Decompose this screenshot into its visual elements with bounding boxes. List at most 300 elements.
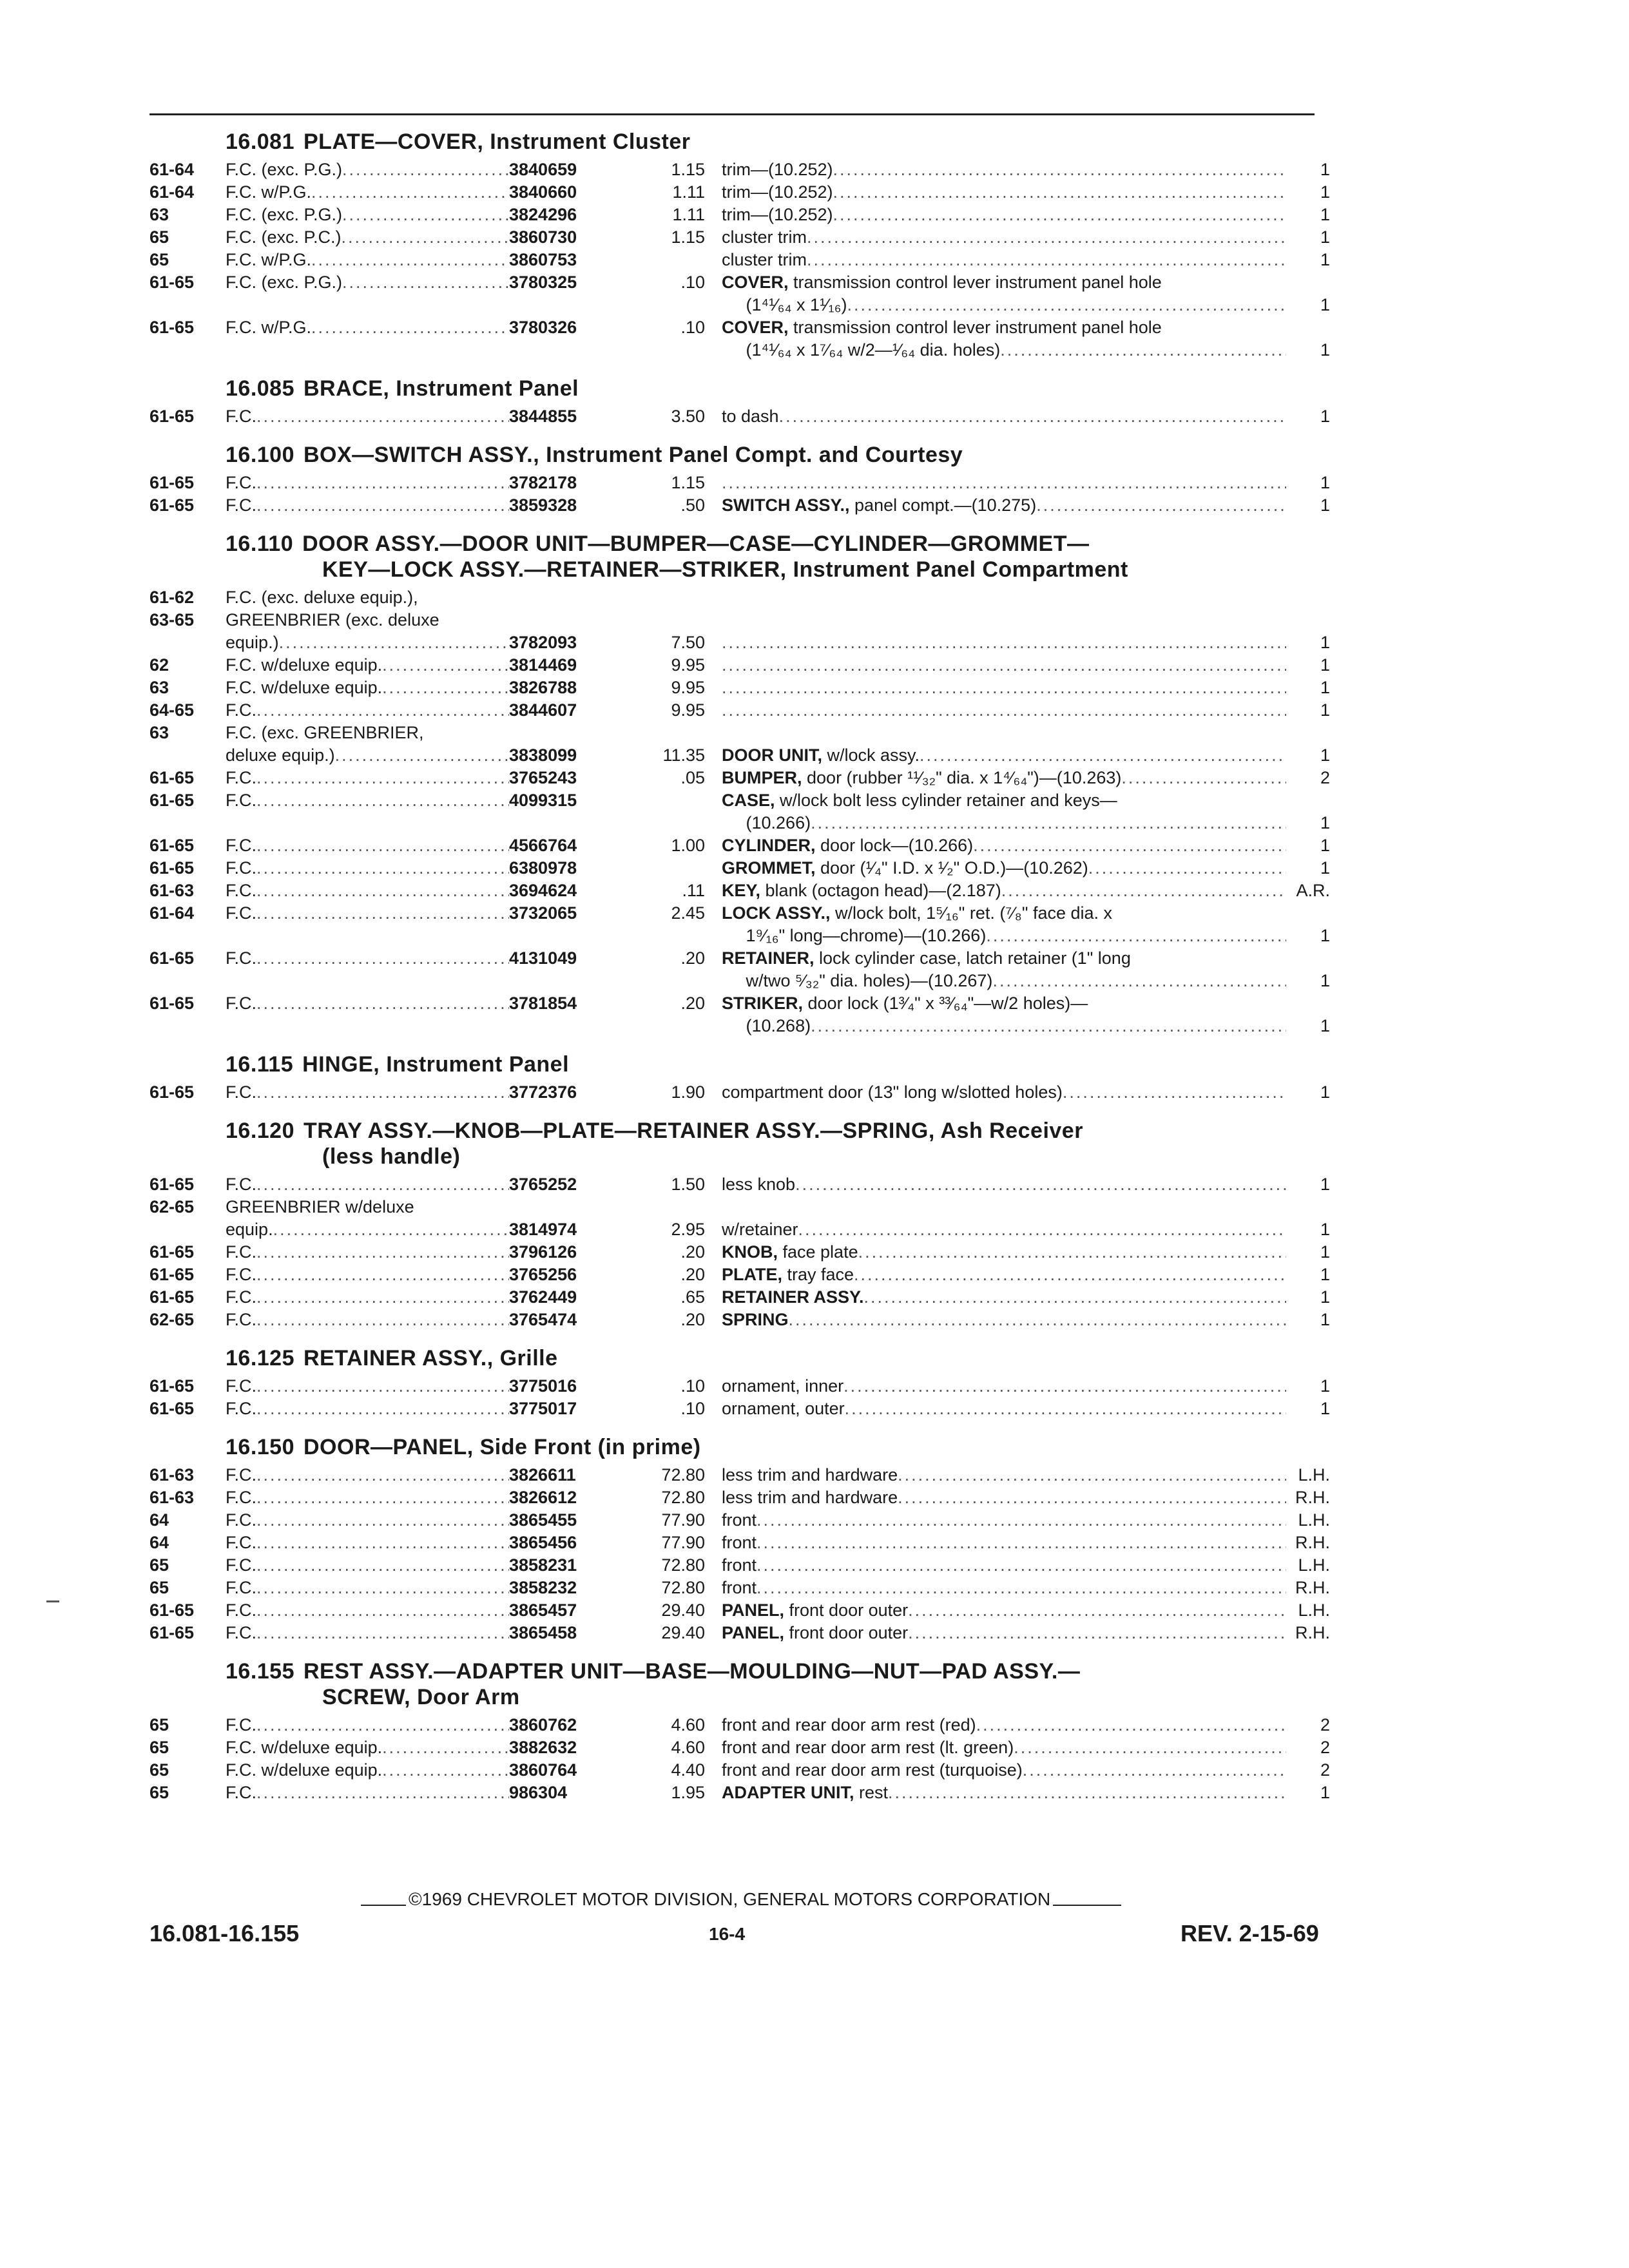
price: .20 <box>680 1242 705 1262</box>
remark <box>722 1532 1286 1554</box>
remark-text <box>722 1486 898 1509</box>
remark-part-name: BUMPER, <box>722 768 802 787</box>
leader-dots <box>311 316 509 339</box>
quantity: 1 <box>1320 250 1330 269</box>
model-description-text: F.C. <box>226 1715 257 1735</box>
part-row <box>149 834 1330 857</box>
model-description <box>226 902 509 925</box>
remark-detail: door lock (1³⁄₄" x ³³⁄₆₄"—w/2 holes)— <box>803 994 1088 1013</box>
part-row <box>149 1782 1330 1804</box>
remark-text <box>722 1509 757 1532</box>
leader-dots <box>908 1599 1286 1622</box>
leader-dots <box>789 1309 1286 1331</box>
remark-text <box>722 181 833 204</box>
price: 4.60 <box>671 1715 705 1735</box>
remark-part-name: CASE, <box>722 791 775 810</box>
remark-text <box>722 316 1162 339</box>
quantity: 1 <box>1320 473 1330 492</box>
model-year: 61-65 <box>149 1623 195 1642</box>
model-year: 61-63 <box>149 1465 195 1485</box>
section-16-155 <box>149 1658 1330 1804</box>
part-row <box>149 271 1330 294</box>
leader-dots <box>854 1264 1286 1286</box>
price: 11.35 <box>662 745 705 765</box>
model-description <box>226 767 509 789</box>
model-description-text: F.C. <box>226 473 257 492</box>
part-number: 3860730 <box>509 227 577 247</box>
price: 72.80 <box>661 1578 705 1597</box>
remark-detail: face plate <box>778 1242 858 1262</box>
part-number: 4099315 <box>509 791 577 810</box>
quantity: 1 <box>1320 295 1330 314</box>
remark <box>722 1309 1286 1331</box>
model-year: 65 <box>149 227 169 247</box>
model-year: 65 <box>149 1783 169 1802</box>
part-row <box>149 1015 1330 1037</box>
part-row <box>149 767 1330 789</box>
remark-detail: front <box>722 1555 757 1575</box>
leader-dots <box>342 204 509 226</box>
quantity: 1 <box>1320 971 1330 990</box>
leader-dots <box>757 1532 1286 1554</box>
model-year: 65 <box>149 250 169 269</box>
section-title-line2: (less handle) <box>322 1144 461 1169</box>
remark-detail: front and rear door arm rest (red) <box>722 1715 976 1735</box>
remark-detail: panel compt.—(10.275) <box>849 495 1037 515</box>
remark <box>722 494 1286 517</box>
part-row <box>149 879 1330 902</box>
leader-dots <box>256 1622 509 1644</box>
part-row <box>149 1241 1330 1264</box>
model-description-text: GREENBRIER w/deluxe <box>226 1197 414 1216</box>
remark <box>722 339 1286 361</box>
remark <box>722 472 1286 494</box>
leader-dots <box>973 834 1286 857</box>
model-year: 61-65 <box>149 407 195 426</box>
model-description <box>226 1759 509 1782</box>
leader-dots <box>256 1264 509 1286</box>
model-year: 61-64 <box>149 160 195 179</box>
remark-text <box>722 339 1000 361</box>
model-year: 65 <box>149 1760 169 1780</box>
remark-detail: door (rubber ¹¹⁄₃₂" dia. x 1⁴⁄₆₄")—(10.263) <box>802 768 1122 787</box>
model-year: 61-65 <box>149 994 195 1013</box>
part-row <box>149 405 1330 428</box>
model-description-text: F.C. <box>226 1242 257 1262</box>
remark <box>722 992 1286 1015</box>
price: 1.00 <box>671 836 705 855</box>
leader-dots <box>256 1309 509 1331</box>
price: .20 <box>680 1265 705 1284</box>
quantity: 2 <box>1320 768 1330 787</box>
quantity: 1 <box>1320 1016 1330 1035</box>
part-number: 3762449 <box>509 1287 577 1307</box>
remark-text <box>722 1714 976 1736</box>
part-number: 3780326 <box>509 318 577 337</box>
remark <box>722 294 1286 316</box>
section-range: 16.081-16.155 <box>149 1920 300 1946</box>
model-description-text: GREENBRIER (exc. deluxe <box>226 610 439 629</box>
section-number: 16.081 <box>226 130 294 154</box>
price: 1.95 <box>671 1783 705 1802</box>
price: .10 <box>680 273 705 292</box>
remark-text <box>722 992 1088 1015</box>
part-row <box>149 159 1330 181</box>
remark-part-name: RETAINER ASSY. <box>722 1287 864 1307</box>
model-description-text: F.C. w/deluxe equip. <box>226 678 383 697</box>
remark-part-name: SWITCH ASSY., <box>722 495 850 515</box>
section-number: 16.110 <box>226 532 294 556</box>
section-title <box>226 129 1330 155</box>
leader-dots <box>833 159 1286 181</box>
leader-dots <box>1014 1736 1286 1759</box>
part-number: 3865458 <box>509 1623 577 1642</box>
remark <box>722 1759 1286 1782</box>
section-title <box>226 376 1330 401</box>
quantity: 1 <box>1320 1287 1330 1307</box>
model-description <box>226 1509 509 1532</box>
price: 72.80 <box>661 1488 705 1507</box>
part-number: 4566764 <box>509 836 577 855</box>
quantity: R.H. <box>1295 1533 1330 1552</box>
model-description <box>226 1486 509 1509</box>
model-description-text: F.C. <box>226 700 257 720</box>
model-description <box>226 271 509 294</box>
part-number: 3865457 <box>509 1600 577 1620</box>
model-year: 65 <box>149 1555 169 1575</box>
model-description <box>226 1375 509 1398</box>
leader-dots <box>256 1714 509 1736</box>
quantity: 1 <box>1320 205 1330 224</box>
part-row <box>149 992 1330 1015</box>
part-row <box>149 812 1330 834</box>
leader-dots <box>256 1241 509 1264</box>
model-year: 61-63 <box>149 1488 195 1507</box>
leader-dots <box>256 1486 509 1509</box>
remark-part-name: DOOR UNIT, <box>722 745 823 765</box>
model-description-text: F.C. <box>226 1783 257 1802</box>
section-title-text: BOX—SWITCH ASSY., Instrument Panel Compt. and Courtesy <box>304 443 963 467</box>
part-row <box>149 1599 1330 1622</box>
price: 72.80 <box>661 1465 705 1485</box>
part-row <box>149 1577 1330 1599</box>
leader-dots <box>311 249 509 271</box>
model-description <box>226 1398 509 1420</box>
remark-detail: to dash <box>722 407 779 426</box>
part-row <box>149 1375 1330 1398</box>
model-description <box>226 1218 509 1241</box>
section-number: 16.100 <box>226 443 294 467</box>
section-title-text: PLATE—COVER, Instrument Cluster <box>304 130 691 154</box>
quantity: 1 <box>1320 655 1330 675</box>
remark-part-name: KEY, <box>722 881 761 900</box>
parts-listing <box>149 129 1330 1818</box>
remark <box>722 159 1286 181</box>
price: .20 <box>680 948 705 968</box>
remark-part-name: PLATE, <box>722 1265 782 1284</box>
remark-text <box>722 767 1121 789</box>
part-row <box>149 1759 1330 1782</box>
part-number: 986304 <box>509 1783 568 1802</box>
remark-part-name: COVER, <box>722 318 789 337</box>
model-description-text: F.C. w/P.G. <box>226 318 312 337</box>
model-description <box>226 1554 509 1577</box>
model-description <box>226 1736 509 1759</box>
leader-dots <box>898 1464 1286 1486</box>
price: 2.95 <box>671 1220 705 1239</box>
remark <box>722 1398 1286 1420</box>
model-description-text: F.C. <box>226 1623 257 1642</box>
model-description <box>226 1286 509 1309</box>
model-description-text: F.C. <box>226 994 257 1013</box>
part-row <box>149 472 1330 494</box>
remark-text <box>722 834 973 857</box>
price: 1.50 <box>671 1175 705 1194</box>
remark <box>722 1218 1286 1241</box>
remark <box>722 1577 1286 1599</box>
leader-dots <box>256 1554 509 1577</box>
quantity: 1 <box>1320 495 1330 515</box>
leader-dots <box>279 631 509 654</box>
quantity: 1 <box>1320 745 1330 765</box>
model-year: 61-65 <box>149 1242 195 1262</box>
leader-dots <box>382 677 509 699</box>
model-description-text: F.C. (exc. deluxe equip.), <box>226 588 418 607</box>
model-description <box>226 159 509 181</box>
model-description-text: F.C. <box>226 768 257 787</box>
section-title <box>226 531 1330 582</box>
quantity: 1 <box>1320 813 1330 832</box>
leader-dots <box>273 1218 509 1241</box>
remark-text <box>722 902 1112 925</box>
remark <box>722 677 1286 699</box>
remark <box>722 970 1286 992</box>
remark-detail: w/lock assy. <box>822 745 920 765</box>
leader-dots <box>779 405 1286 428</box>
quantity: 1 <box>1320 227 1330 247</box>
leader-dots <box>256 494 509 517</box>
leader-dots <box>256 472 509 494</box>
price: .10 <box>680 1376 705 1396</box>
remark-text <box>722 1782 888 1804</box>
part-number: 3826788 <box>509 678 577 697</box>
leader-dots <box>342 159 509 181</box>
model-description <box>226 699 509 722</box>
model-description-text: F.C. <box>226 1555 257 1575</box>
remark-text <box>722 925 986 947</box>
remark-text <box>722 1309 789 1331</box>
model-year: 63 <box>149 678 169 697</box>
price: 1.15 <box>671 160 705 179</box>
remark <box>722 812 1286 834</box>
model-description <box>226 226 509 249</box>
remark-text <box>722 226 807 249</box>
remark-detail: 1⁹⁄₁₆" long—chrome)—(10.266) <box>722 926 987 945</box>
section-16-110 <box>149 531 1330 1037</box>
remark-detail: transmission control lever instrument panel hole <box>788 273 1162 292</box>
leader-dots <box>1023 1759 1286 1782</box>
remark-detail: door (¹⁄₄" I.D. x ¹⁄₂" O.D.)—(10.262) <box>815 858 1088 878</box>
quantity: 1 <box>1320 1376 1330 1396</box>
leader-dots <box>256 1081 509 1104</box>
model-description-text: F.C. <box>226 1082 257 1102</box>
model-description <box>226 857 509 879</box>
price: 1.15 <box>671 473 705 492</box>
quantity: L.H. <box>1298 1465 1330 1485</box>
price: .10 <box>680 318 705 337</box>
part-number: 3840660 <box>509 182 577 202</box>
quantity: 1 <box>1320 1399 1330 1418</box>
quantity: 1 <box>1320 1783 1330 1802</box>
part-number: 3782178 <box>509 473 577 492</box>
model-description <box>226 494 509 517</box>
quantity: 1 <box>1320 700 1330 720</box>
model-description <box>226 1599 509 1622</box>
price: .20 <box>680 1310 705 1329</box>
part-row <box>149 609 1330 631</box>
remark-text <box>722 294 847 316</box>
part-row <box>149 1309 1330 1331</box>
part-number: 3826612 <box>509 1488 577 1507</box>
model-description <box>226 472 509 494</box>
price: 2.45 <box>671 903 705 923</box>
model-year: 64 <box>149 1533 169 1552</box>
leader-dots <box>256 947 509 970</box>
quantity: L.H. <box>1298 1555 1330 1575</box>
remark <box>722 1486 1286 1509</box>
remark-text <box>722 271 1162 294</box>
leader-dots <box>256 1577 509 1599</box>
model-description-text: F.C. <box>226 1399 257 1418</box>
leader-dots <box>908 1622 1286 1644</box>
model-description <box>226 1196 509 1218</box>
leader-dots <box>843 1375 1286 1398</box>
section-number: 16.125 <box>226 1346 294 1370</box>
part-row <box>149 586 1330 609</box>
top-rule <box>149 113 1315 115</box>
part-row <box>149 1554 1330 1577</box>
leader-dots <box>898 1486 1286 1509</box>
section-title <box>226 1434 1330 1460</box>
remark <box>722 947 1286 970</box>
remark-detail: door lock—(10.266) <box>815 836 974 855</box>
quantity: R.H. <box>1295 1623 1330 1642</box>
model-description-text: F.C. <box>226 1578 257 1597</box>
leader-dots <box>1088 857 1286 879</box>
remark-part-name: RETAINER, <box>722 948 815 968</box>
quantity: 1 <box>1320 1175 1330 1194</box>
remark-text <box>722 879 1001 902</box>
remark <box>722 1081 1286 1104</box>
model-description-text: F.C. <box>226 1510 257 1530</box>
remark-detail: front <box>722 1578 757 1597</box>
remark <box>722 1714 1286 1736</box>
remark-text <box>722 1173 795 1196</box>
leader-dots <box>722 654 1286 677</box>
quantity: 1 <box>1320 926 1330 945</box>
remark-text <box>722 159 833 181</box>
part-row <box>149 1509 1330 1532</box>
part-number: 3775016 <box>509 1376 577 1396</box>
leader-dots <box>382 654 509 677</box>
price: 1.90 <box>671 1082 705 1102</box>
part-row <box>149 1196 1330 1218</box>
leader-dots <box>256 1532 509 1554</box>
model-description-text: F.C. <box>226 1533 257 1552</box>
leader-dots <box>722 631 1286 654</box>
leader-dots <box>1063 1081 1286 1104</box>
remark <box>722 699 1286 722</box>
leader-dots <box>858 1241 1286 1264</box>
leader-dots <box>807 249 1286 271</box>
leader-dots <box>256 1375 509 1398</box>
model-description <box>226 744 509 767</box>
remark <box>722 1375 1286 1398</box>
remark-text <box>722 1599 908 1622</box>
part-number: 4131049 <box>509 948 577 968</box>
leader-dots <box>722 472 1286 494</box>
quantity: 1 <box>1320 407 1330 426</box>
remark-detail: less trim and hardware <box>722 1465 898 1485</box>
remark <box>722 271 1286 294</box>
remark <box>722 249 1286 271</box>
leader-dots <box>833 181 1286 204</box>
remark-detail: trim—(10.252) <box>722 160 833 179</box>
copyright-line <box>361 1887 1121 1912</box>
quantity: 2 <box>1320 1738 1330 1757</box>
part-number: 3796126 <box>509 1242 577 1262</box>
section-16-150 <box>149 1434 1330 1644</box>
part-number: 3859328 <box>509 495 577 515</box>
model-year: 61-64 <box>149 182 195 202</box>
part-row <box>149 631 1330 654</box>
copyright-rule-left <box>361 1905 406 1906</box>
remark <box>722 1554 1286 1577</box>
part-number: 3824296 <box>509 205 577 224</box>
model-year: 61-65 <box>149 1287 195 1307</box>
model-year: 61-65 <box>149 768 195 787</box>
model-description <box>226 1577 509 1599</box>
model-description-text: F.C. w/deluxe equip. <box>226 655 383 675</box>
part-row <box>149 1532 1330 1554</box>
model-year: 61-64 <box>149 903 195 923</box>
leader-dots <box>256 767 509 789</box>
quantity: 1 <box>1320 633 1330 652</box>
remark <box>722 1509 1286 1532</box>
remark-text <box>722 789 1117 812</box>
model-description <box>226 834 509 857</box>
section-title <box>226 442 1330 468</box>
leader-dots <box>757 1509 1286 1532</box>
part-number: 3860762 <box>509 1715 577 1735</box>
remark-text <box>722 1081 1063 1104</box>
remark-part-name: SPRING <box>722 1310 789 1329</box>
leader-dots <box>256 699 509 722</box>
model-year: 61-65 <box>149 948 195 968</box>
model-description <box>226 789 509 812</box>
model-description-text: F.C. <box>226 1600 257 1620</box>
part-number: 3772376 <box>509 1082 577 1102</box>
leader-dots <box>845 1398 1286 1420</box>
section-title <box>226 1052 1330 1077</box>
price: .65 <box>680 1287 705 1307</box>
part-number: 3844855 <box>509 407 577 426</box>
part-row <box>149 204 1330 226</box>
model-description <box>226 879 509 902</box>
section-16-125 <box>149 1345 1330 1420</box>
section-title-text: TRAY ASSY.—KNOB—PLATE—RETAINER ASSY.—SPRING, Ash Receiver <box>304 1119 1083 1143</box>
remark-text <box>722 1622 908 1644</box>
